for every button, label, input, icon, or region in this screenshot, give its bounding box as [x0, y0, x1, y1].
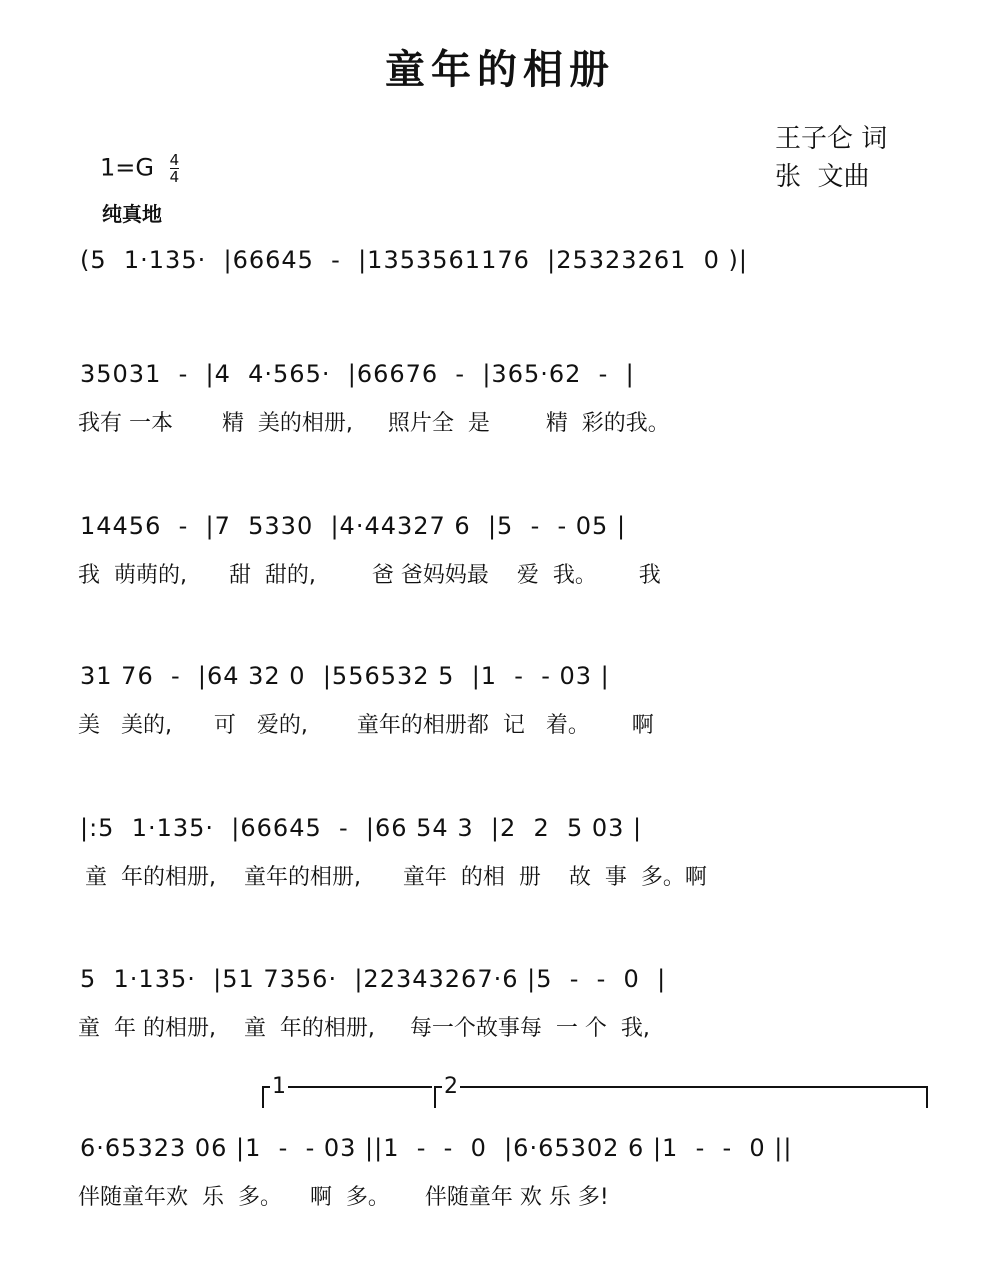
time-signature — [170, 152, 180, 185]
lyrics-line: 我 萌萌的, 甜 甜的, 爸 爸妈妈最 爱 我。 我 — [78, 563, 661, 588]
score-line-3 — [0, 512, 1000, 622]
score-line-2 — [0, 360, 1000, 470]
time-signature-bottom: 4 — [169, 168, 180, 186]
lyrics-line: 我有 一本 精 美的相册, 照片全 是 精 彩的我。 — [78, 411, 670, 436]
key-signature — [100, 152, 179, 185]
lyrics-line: 童 年的相册, 童年的相册, 童年 的相 册 故 事 多。啊 — [78, 865, 707, 890]
first-ending-bracket — [262, 1074, 432, 1108]
score-line-1 — [0, 246, 1000, 356]
notes-line: 35031 - |4 4·565· |66676 - |365·62 - | — [80, 360, 635, 388]
notes-line: 14456 - |7 5330 |4·44327 6 |5 - - 05 | — [80, 512, 627, 540]
lyrics-line: 美 美的, 可 爱的, 童年的相册都 记 着。 啊 — [78, 713, 654, 738]
key-label: 1=G — [100, 153, 154, 182]
lyricist: 王子仑 词 — [775, 124, 888, 154]
first-ending-label: 1 — [272, 1074, 286, 1099]
notes-line: 5 1·135· |51 7356· |22343267·6 |5 - - 0 | — [80, 965, 667, 993]
notes-line: |:5 1·135· |66645 - |66 54 3 |2 2 5 03 | — [80, 814, 643, 842]
second-ending-bracket — [434, 1074, 928, 1108]
score-line-6 — [0, 965, 1000, 1075]
score-line-4 — [0, 662, 1000, 772]
notes-line: 6·65323 06 |1 - - 03 ||1 - - 0 |6·65302 6 |1 - - 0 || — [80, 1134, 793, 1162]
time-signature-top: 4 — [169, 151, 180, 169]
page-title: 童年的相册 — [385, 47, 615, 93]
score-line-5 — [0, 814, 1000, 924]
lyrics-line: 伴随童年欢 乐 多。 啊 多。 伴随童年 欢 乐 多! — [78, 1185, 609, 1210]
composer: 张 文曲 — [775, 162, 870, 192]
notes-line: 31 76 - |64 32 0 |556532 5 |1 - - 03 | — [80, 662, 610, 690]
credits — [775, 120, 887, 196]
second-ending-label: 2 — [444, 1074, 458, 1099]
notes-line: (5 1·135· |66645 - |1353561176 |25323261 0 )| — [80, 246, 748, 274]
score-line-7 — [0, 1134, 1000, 1244]
tempo-marking: 纯真地 — [102, 202, 162, 226]
lyrics-line: 童 年 的相册, 童 年的相册, 每一个故事每 一 个 我, — [78, 1016, 650, 1041]
